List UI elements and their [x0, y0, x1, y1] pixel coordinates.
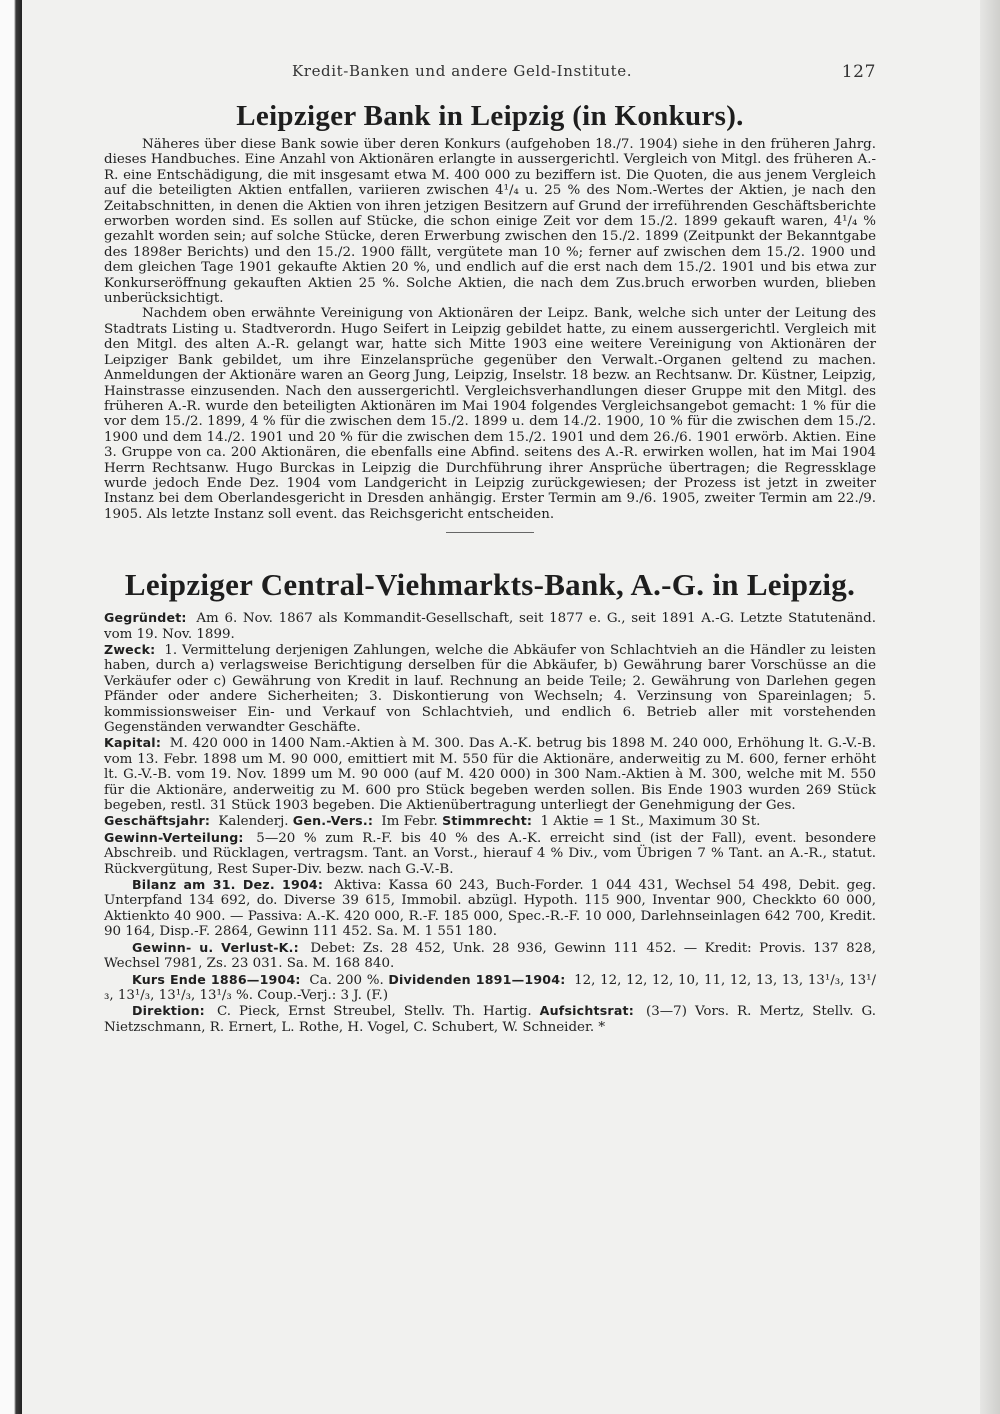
- entry-label: Kurs Ende 1886—1904:: [132, 971, 301, 987]
- page-edge: [980, 0, 1000, 1414]
- entry-text: 1 Aktie = 1 St., Maximum 30 St.: [540, 814, 761, 830]
- paragraph: Näheres über diese Bank sowie über deren Konkurs (aufgehoben 18./7. 1904) siehe in den früheren Jahrg. dieses Handbuches. Eine Anzahl von Aktionären erlangte in aussergerichtl. Vergleich von Mitgl. des früheren A.-R. eine Entschädigung, die mit insgesamt etwa M. 400 000 zu beziffern ist. Die Quoten, die aus jenem Vergleich auf die beteiligten Aktien entfallen, variieren zwischen 4¹/₄ u. 25 % des Nom.-Wertes der Aktien, je nach den Zeitabschnitten, in denen die Aktien von ihren jetzigen Besitzern auf Grund der irreführenden Geschäftsberichte erworben worden sind. Es sollen auf Stücke, die schon einige Zeit vor dem 15./2. 1899 gekauft waren, 4¹/₄ % gezahlt worden sein; auf solche Stücke, deren Erwerbung zwischen den 15./2. 1899 (Zeitpunkt der Bekanntgabe des 1898er Berichts) und den 15./2. 1900 fällt, vergütete man 10 %; ferner auf zwischen dem 15./2. 1900 und dem gleichen Tage 1901 gekaufte Aktien 20 %, und endlich auf die erst nach dem 15./2. 1901 und bis etwa zur Konkurseröffnung gekauften Aktien 25 %. Solche Aktien, die nach dem Zus.bruch erworben wurden, blieben unberücksichtigt.: [104, 137, 876, 307]
- entry-label: Geschäftsjahr:: [104, 813, 211, 829]
- entry-geschaeftsjahr: [104, 813, 876, 829]
- entry-gegruendet: [104, 610, 876, 642]
- running-header: [104, 58, 876, 84]
- entry-zweck: [104, 642, 876, 735]
- section-divider: [446, 532, 534, 533]
- entry-text: 1. Vermittelung derjenigen Zahlungen, welche die Abkäufer von Schlachtvieh an die Händler zu leisten haben, durch a) verlagsweise Berichtigung derselben für die Abkäufer, b) Gewährung barer Vorschüsse an die Verkäufer oder c) Gewährung von Kredit in lauf. Rechnung an beide Teile; 2. Gewährung von Darlehen gegen Pfänder oder andere Sicherheiten; 3. Diskontierung von Wechseln; 4. Verzinsung von Spareinlagen; 5. kommissionsweiser Ein- und Verkauf von Schlachtvieh, und endlich 6. Betrieb aller mit vorstehenden Gegenständen verwandter Geschäfte.: [104, 642, 876, 735]
- entry-text: M. 420 000 in 1400 Nam.-Aktien à M. 300. Das A.-K. betrug bis 1898 M. 240 000, Erhöhung lt. G.-V.-B. vom 13. Febr. 1898 um M. 90 000, emittiert mit M. 550 für die Aktionäre, anderweitig zu M. 600, ferner erhöht lt. G.-V.-B. vom 19. Nov. 1899 um M. 90 000 (auf M. 420 000) in 300 Nam.-Aktien à M. 300, welche mit M. 550 für die Aktionäre, anderweitig zu M. 600 pro Stück begeben werden sollen. Bis Ende 1903 wurden 269 Stück begeben, restl. 31 Stück 1903 begeben. Die Aktienübertragung unterliegt der Genehmigung der Ges.: [104, 736, 877, 814]
- entry-label: Gewinn-Verteilung:: [104, 829, 244, 845]
- entry-text: Ca. 200 %.: [309, 972, 384, 988]
- entry-text: 12, 12, 12, 12, 10, 11, 12, 13, 13, 13¹/₃, 13¹/₃, 13¹/₃, 13¹/₃, 13¹/₃ %. Coup.-Verj.: 3 J. (F.): [104, 972, 876, 1003]
- entry-text: Kalenderj.: [218, 814, 289, 830]
- running-title: Kredit-Banken und andere Geld-Institute.: [292, 62, 633, 80]
- section-title-central-viehmarkts-bank: Leipziger Central-Viehmarkts-Bank, A.-G. in Leipzig.: [124, 567, 856, 603]
- entry-text: Aktiva: Kassa 60 243, Buch-Forder. 1 044 431, Wechsel 54 498, Debit. geg. Unterpfand 134 692, do. Diverse 39 615, Immobil. abzügl. Hypoth. 115 900, Inventar 900, Checkkto 60 000, Aktienkto 40 900. — Passiva: A.-K. 420 000, R.-F. 185 000, Spec.-R.-F. 10 000, Darlehnseinlagen 642 700, Kredit. 90 164, Disp.-F. 2864, Gewinn 111 452. Sa. M. 1 551 180.: [104, 878, 876, 940]
- paragraph: Nachdem oben erwähnte Vereinigung von Aktionären der Leipz. Bank, welche sich unter der Leitung des Stadtrats Listing u. Stadtverordn. Hugo Seifert in Leipzig gebildet hatte, zu einem aussergerichtl. Vergleich mit den Mitgl. des alten A.-R. gelangt war, hatte sich Mitte 1903 eine weitere Vereinigung von Aktionären der Leipziger Bank gebildet, um ihre Einzelansprüche gegenüber den Verwalt.-Organen geltend zu machen. Anmeldungen der Aktionäre waren an Georg Jung, Leipzig, Inselstr. 18 bezw. an Rechtsanw. Dr. Küstner, Leipzig, Hainstrasse einzusenden. Nach den aussergerichtl. Vergleichsverhandlungen dieser Gruppe mit den Mitgl. des früheren A.-R. wurde den beteiligten Aktionären im Mai 1904 folgendes Vergleichsangebot gemacht: 1 % für die vor dem 15./2. 1899, 4 % für die zwischen dem 15./2. 1899 u. dem 14./2. 1900, 10 % für die zwischen dem 15./2. 1900 und dem 14./2. 1901 und 20 % für die zwischen dem 15./2. 1901 und dem 26./6. 1901 erwörb. Aktien. Eine 3. Gruppe von ca. 200 Aktionären, die ebenfalls eine Abfind. seitens des A.-R. erwirken wollen, hat im Mai 1904 Herrn Rechtsanw. Hugo Burckas in Leipzig die Durchführung ihrer Ansprüche übertragen; die Regressklage wurde jedoch Ende Dez. 1904 vom Landgericht in Leipzig zurückgewiesen; der Prozess ist jetzt in zweiter Instanz bei dem Oberlandesgericht in Dresden anhängig. Erster Termin am 9./6. 1905, zweiter Termin am 22./9. 1905. Als letzte Instanz soll event. das Reichsgericht entscheiden.: [104, 306, 876, 522]
- page-number: 127: [841, 62, 876, 82]
- entry-text: Im Febr.: [381, 814, 438, 830]
- section-title-leipziger-bank: Leipziger Bank in Leipzig (in Konkurs).: [236, 100, 744, 132]
- entry-label: Aufsichtsrat:: [539, 1003, 634, 1019]
- entry-direktion: [104, 1003, 876, 1035]
- document-page: [104, 58, 876, 1035]
- entry-gewinn-verteilung: [104, 830, 876, 877]
- entry-text: C. Pieck, Ernst Streubel, Stellv. Th. Hartig.: [216, 1004, 532, 1020]
- entry-label: Gewinn- u. Verlust-K.:: [132, 939, 299, 955]
- entry-text: Debet: Zs. 28 452, Unk. 28 936, Gewinn 111 452. — Kredit: Provis. 137 828, Wechsel 7981, Zs. 23 031. Sa. M. 168 840.: [104, 940, 876, 972]
- entry-label: Gegründet:: [104, 610, 187, 626]
- entry-kurs-dividenden: [104, 972, 876, 1004]
- entry-label: Kapital:: [104, 735, 162, 751]
- entry-label: Gen.-Vers.:: [292, 813, 374, 829]
- entry-text: Am 6. Nov. 1867 als Kommandit-Gesellschaft, seit 1877 e. G., seit 1891 A.-G. Letzte Statutenänd. vom 19. Nov. 1899.: [104, 611, 877, 642]
- entry-kapital: [104, 735, 876, 813]
- entry-label: Zweck:: [104, 641, 156, 657]
- entry-label: Direktion:: [132, 1003, 205, 1019]
- entry-text: 5—20 % zum R.-F. bis 40 % des A.-K. erreicht sind (ist der Fall), event. besondere Abschreib. und Rücklagen, vertragsm. Tant. an Vorst., hierauf 4 % Div., vom Übrigen 7 % Tant. an A.-R., statut. Rückvergütung, Rest Super-Div. bezw. nach G.-V.-B.: [104, 830, 876, 877]
- entry-gewinn-verlust: [104, 940, 876, 972]
- entry-label: Stimmrecht:: [442, 813, 533, 829]
- entry-label: Bilanz am 31. Dez. 1904:: [132, 877, 324, 893]
- entry-text: (3—7) Vors. R. Mertz, Stellv. G. Nietzschmann, R. Ernert, L. Rothe, H. Vogel, C. Schubert, W. Schneider. *: [104, 1004, 877, 1035]
- book-spine: [0, 0, 22, 1414]
- entry-label: Dividenden 1891—1904:: [388, 971, 566, 987]
- entry-bilanz: [104, 877, 876, 940]
